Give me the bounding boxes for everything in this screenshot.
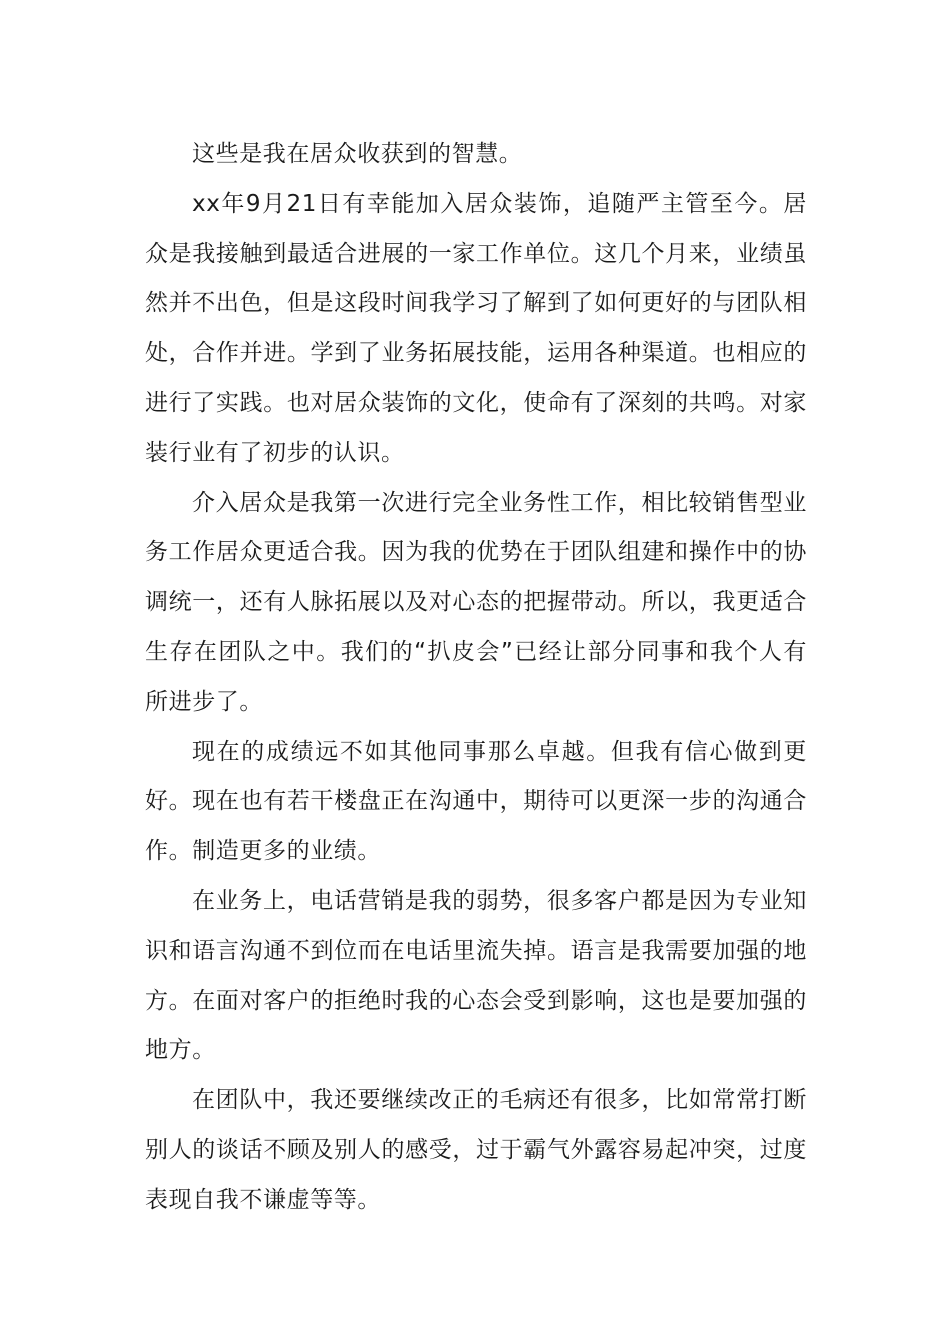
paragraph-6: 在团队中，我还要继续改正的毛病还有很多，比如常常打断别人的谈话不顾及别人的感受，过于霸气外露容易起冲突，过度表现自我不谦虚等等。	[145, 1087, 807, 1213]
document-body	[145, 130, 807, 1226]
paragraph-5: 在业务上，电话营销是我的弱势，很多客户都是因为专业知识和语言沟通不到位而在电话里流失掉。语言是我需要加强的地方。在面对客户的拒绝时我的心态会受到影响，这也是要加强的地方。	[145, 887, 807, 1064]
paragraph-3: 介入居众是我第一次进行完全业务性工作，相比较销售型业务工作居众更适合我。因为我的优势在于团队组建和操作中的协调统一，还有人脉拓展以及对心态的把握带动。所以，我更适合生存在团队之中。我们的“扒皮会”已经让部分同事和我个人有所进步了。	[145, 489, 807, 715]
paragraph-4: 现在的成绩远不如其他同事那么卓越。但我有信心做到更好。现在也有若干楼盘正在沟通中，期待可以更深一步的沟通合作。制造更多的业绩。	[145, 738, 807, 865]
paragraph-2: xx年9月21日有幸能加入居众装饰，追随严主管至今。居众是我接触到最适合进展的一家工作单位。这几个月来，业绩虽然并不出色，但是这段时间我学习了解到了如何更好的与团队相处，合作并进。学到了业务拓展技能，运用各种渠道。也相应的进行了实践。也对居众装饰的文化，使命有了深刻的共鸣。对家装行业有了初步的认识。	[145, 190, 807, 466]
paragraph-1: 这些是我在居众收获到的智慧。	[192, 141, 523, 167]
